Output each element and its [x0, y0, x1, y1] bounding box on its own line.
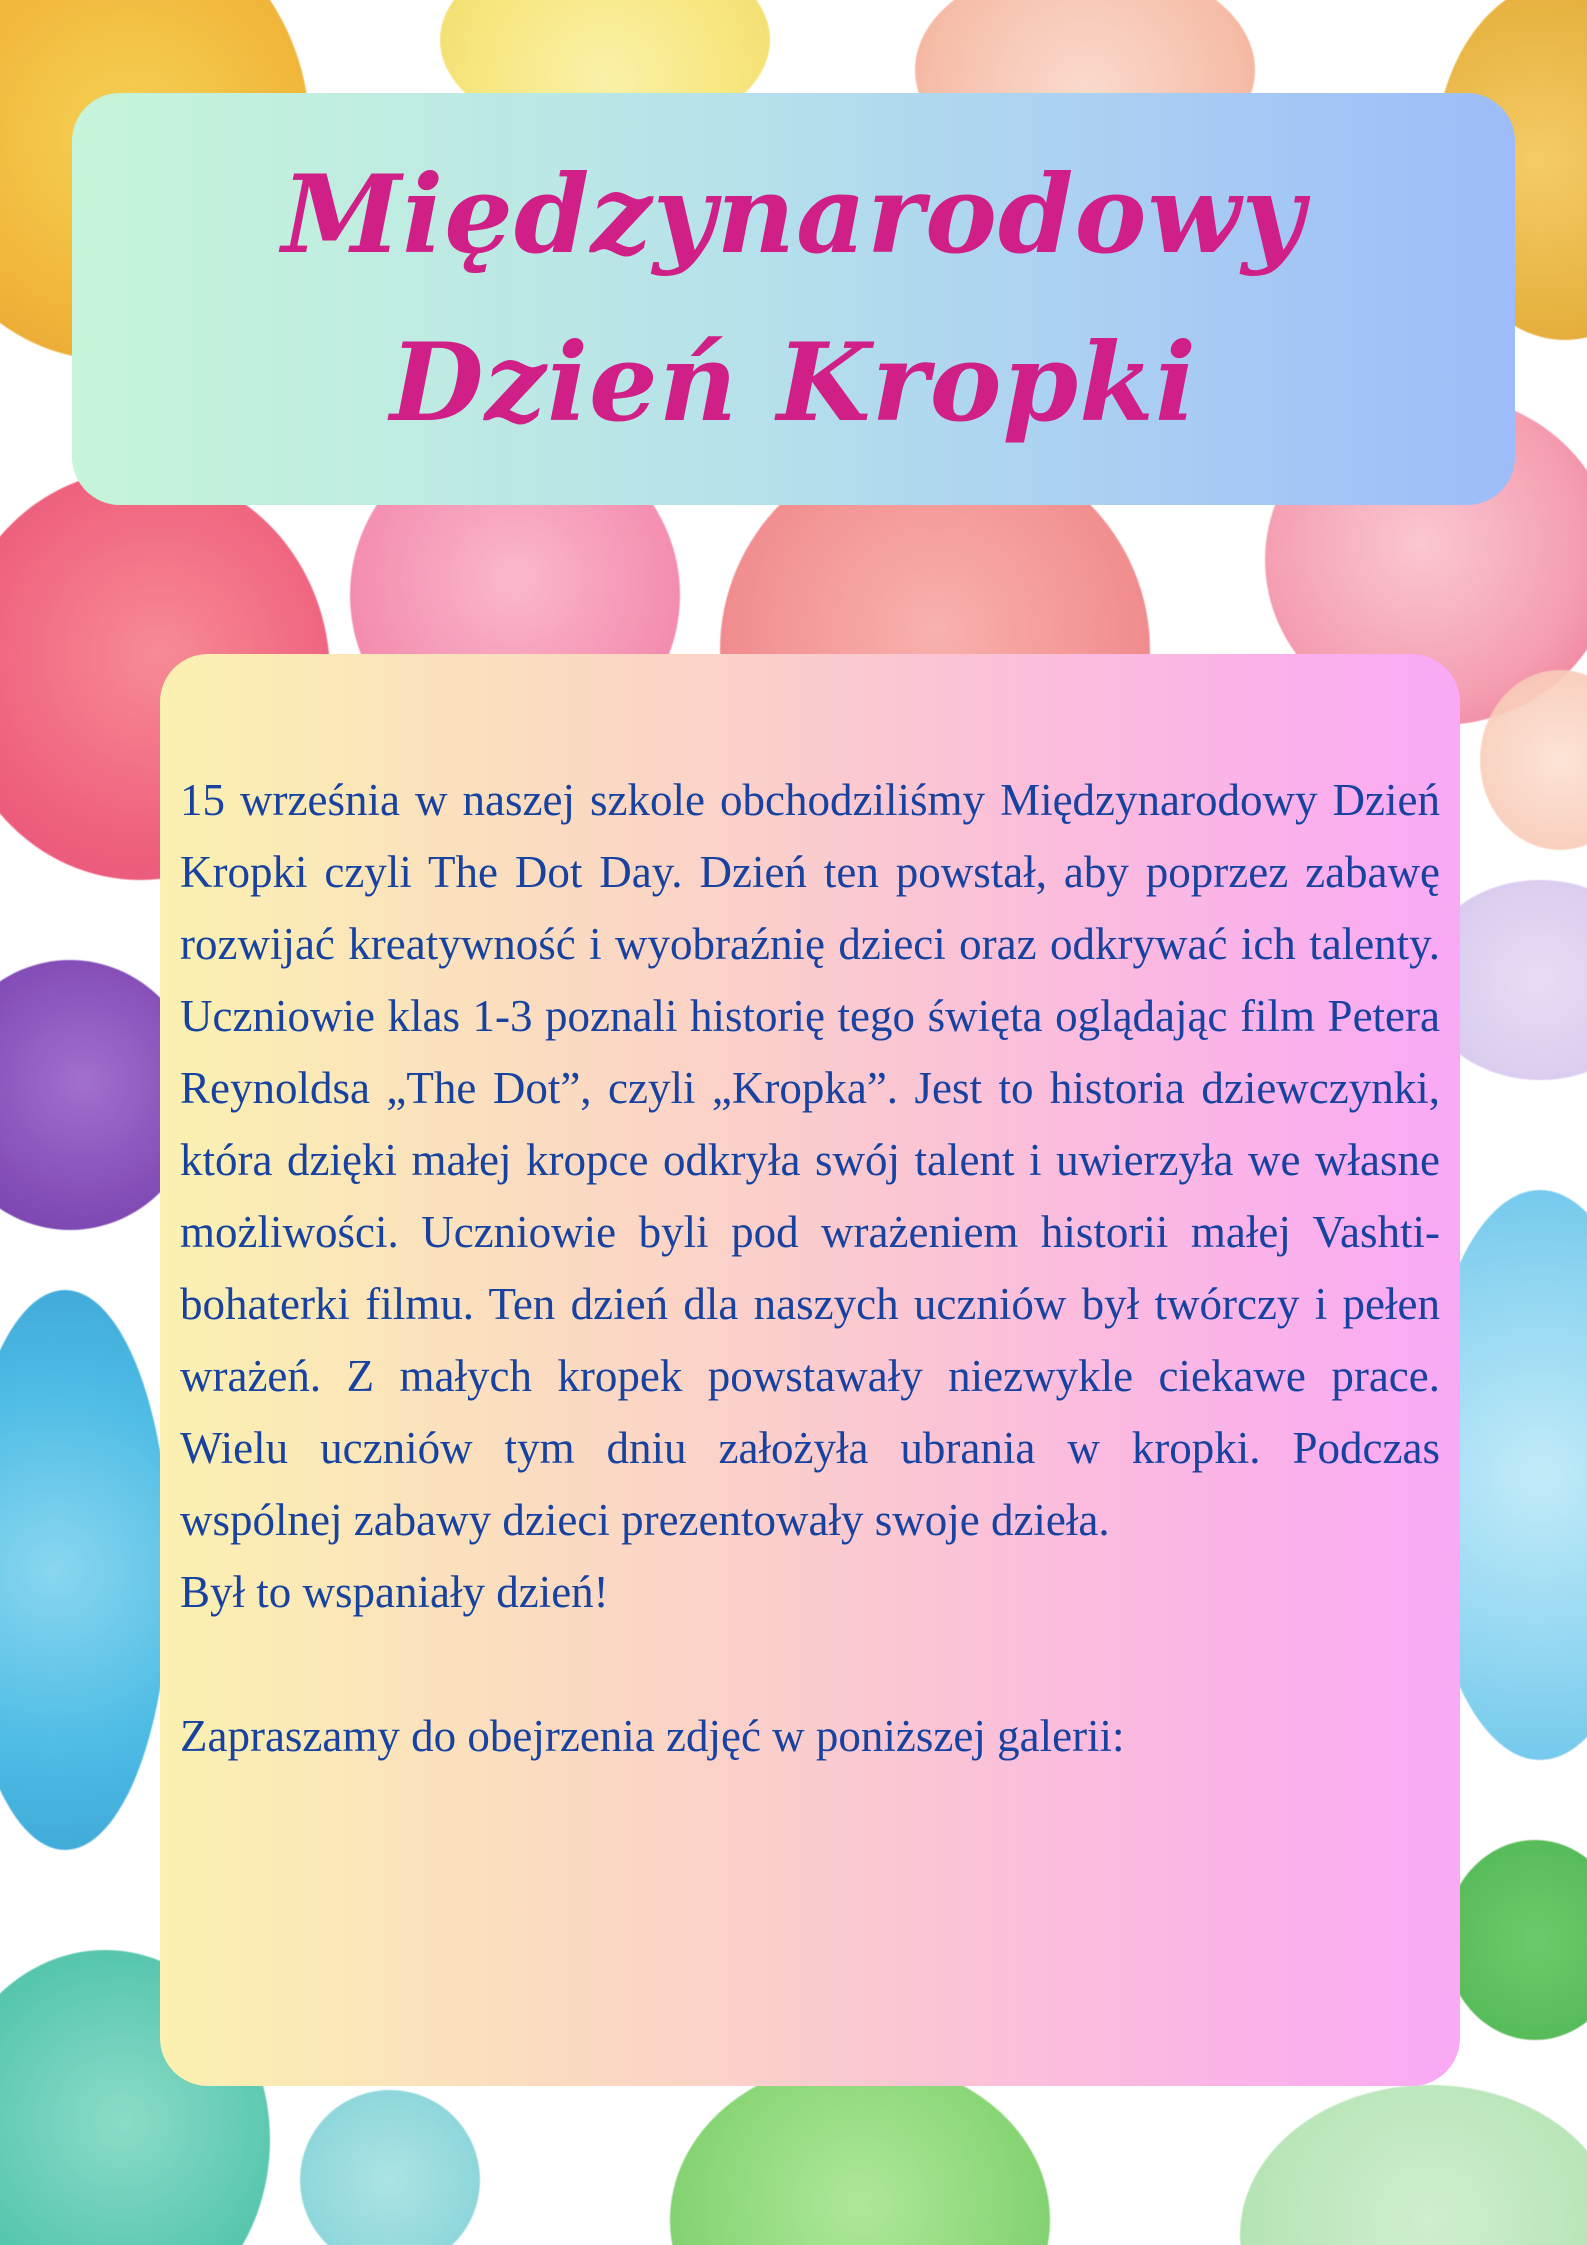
- gallery-invitation: Zapraszamy do obejrzenia zdjęć w poniższej galerii:: [180, 1711, 1125, 1761]
- article-body: [180, 764, 1440, 1556]
- title-banner: [72, 93, 1515, 505]
- watercolor-dot-aqua: [300, 2090, 480, 2245]
- closing-sentence: Był to wspaniały dzień!: [180, 1567, 609, 1617]
- title-line-1: Międzynarodowy: [281, 152, 1306, 278]
- title-line-2: Dzień Kropki: [389, 320, 1198, 446]
- watercolor-dot-blue: [0, 1290, 170, 1850]
- content-panel: [160, 654, 1460, 2086]
- watercolor-dot-green: [1445, 1840, 1587, 2040]
- watercolor-dot-pale-green: [1240, 2085, 1587, 2245]
- article-paragraph: 15 września w naszej szkole obchodziliśmy Międzynarodowy Dzień Kropki czyli The Dot Day. Dzień ten powstał, aby poprzez zabawę rozwijać kreatywność i wyobraźnię dzieci oraz odkrywać ich talenty. Uczniowie klas 1-3 poznali historię tego święta oglądając film Petera Reynoldsa „The Dot”, czyli „Kropka”. Jest to historia dziewczynki, która dzięki małej kropce odkryła swój talent i uwierzyła we własne możliwości. Uczniowie byli pod wrażeniem historii małej Vashti- bohaterki filmu. Ten dzień dla naszych uczniów był twórczy i pełen wrażeń. Z małych kropek powstawały niezwykle ciekawe prace. Wielu uczniów tym dniu założyła ubrania w kropki. Podczas wspólnej zabawy dzieci prezentowały swoje dzieła.: [180, 775, 1440, 1545]
- watercolor-dot-lime: [670, 2060, 1050, 2245]
